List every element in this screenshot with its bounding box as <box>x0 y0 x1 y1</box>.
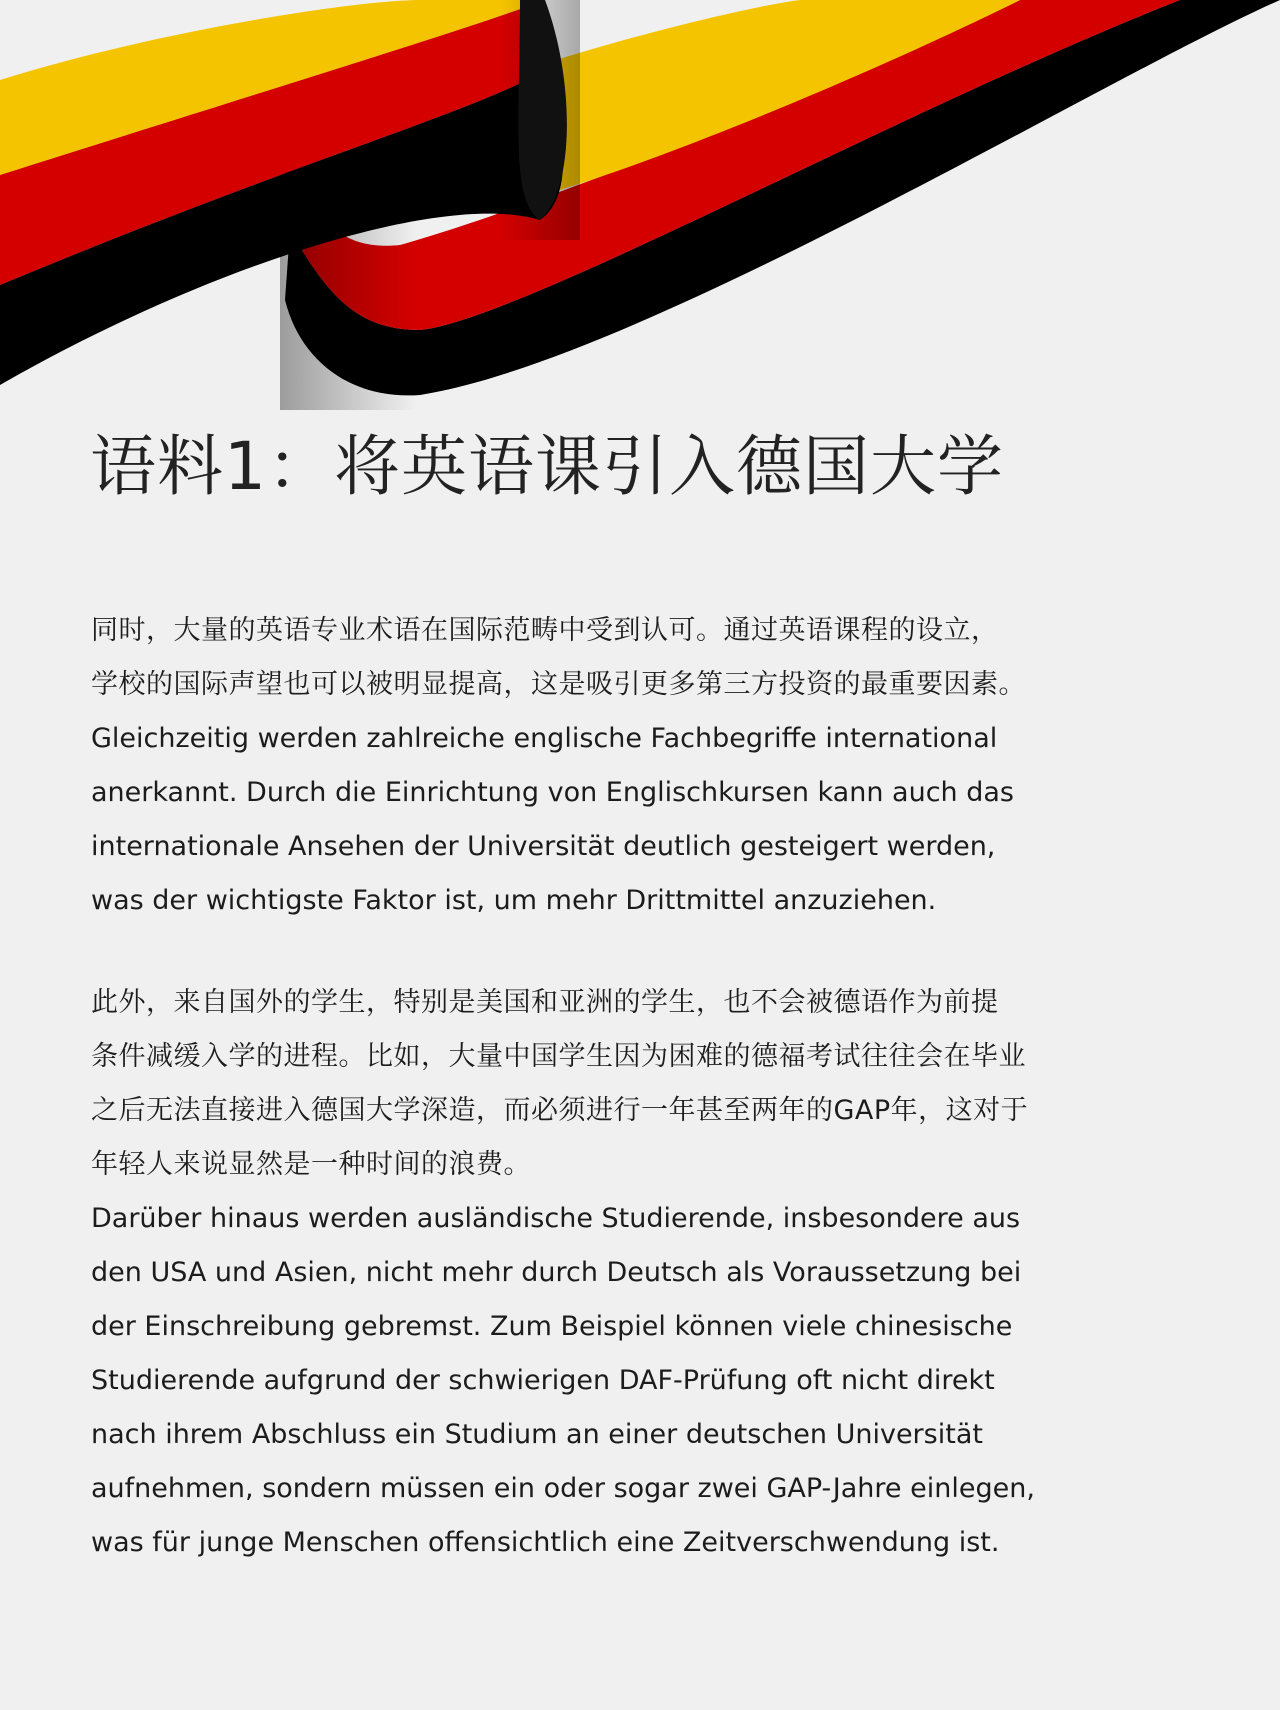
paragraph-2-german: Darüber hinaus werden ausländische Studierende, insbesondere aus den USA und Asien, nicht mehr durch Deutsch als Voraussetzung bei der Einschreibung gebremst. Zum Beispiel können viele chinesische Studierende aufgrund der schwierigen DAF-Prüfung oft nicht direkt nach ihrem Abschluss ein Studium an einer deutschen Universität aufnehmen, sondern müssen ein oder sogar zwei GAP-Jahre einlegen, was für junge Menschen offensichtlich eine Zeitverschwendung ist. <box>91 1203 1035 1558</box>
german-flag-ribbon <box>0 0 1280 420</box>
paragraph-2-chinese: 此外，来自国外的学生，特别是美国和亚洲的学生，也不会被德语作为前提 条件减缓入学的进程。比如，大量中国学生因为困难的德福考试往往会在毕业 之后无法直接进入德国大学深造，而必须进行一年甚至两年的GAP年，这对于 年轻人来说显然是一种时间的浪费。 <box>91 987 1029 1180</box>
page-title: 语料1：将英语课引入德国大学 <box>90 428 1004 505</box>
article-body <box>91 604 1211 1570</box>
paragraph-1-chinese: 同时，大量的英语专业术语在国际范畴中受到认可。通过英语课程的设立， 学校的国际声望也可以被明显提高，这是吸引更多第三方投资的最重要因素。 <box>91 615 1026 700</box>
paragraph-1-german: Gleichzeitig werden zahlreiche englische Fachbegriffe international anerkannt. Durch die Einrichtung von Englischkursen kann auch das internationale Ansehen der Universität deutlich gesteigert werden, was der wichtigste Faktor ist, um mehr Drittmittel anzuziehen. <box>91 723 1014 916</box>
paragraph-gap <box>91 928 1211 976</box>
